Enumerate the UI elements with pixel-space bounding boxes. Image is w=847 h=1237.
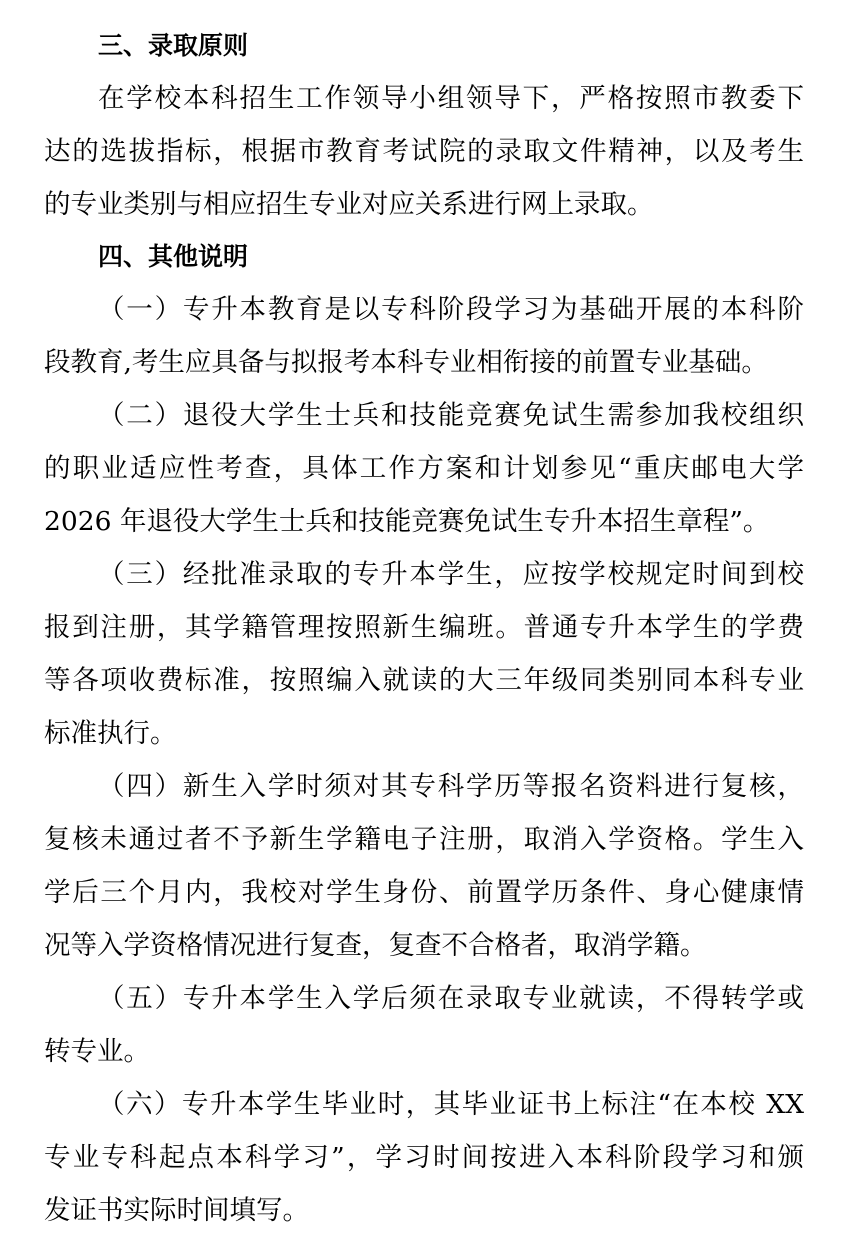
paragraph-line: 2026 年退役大学生士兵和技能竞赛免试生专升本招生章程”。 (44, 506, 770, 537)
paragraph-line: 况等入学资格情况进行复查，复查不合格者，取消学籍。 (44, 930, 707, 961)
paragraph-line: 段教育,考生应具备与拟报考本科专业相衔接的前置专业基础。 (44, 347, 768, 378)
paragraph-line: 发证书实际时间填写。 (44, 1195, 309, 1226)
paragraph-line: （六）专升本学生毕业时，其毕业证书上标注“在本校 XX (98, 1089, 804, 1120)
paragraph-line: （一）专升本教育是以专科阶段学习为基础开展的本科阶 (98, 294, 804, 325)
paragraph-line: （二）退役大学生士兵和技能竞赛免试生需参加我校组织 (98, 400, 804, 431)
paragraph-line: 复核未通过者不予新生学籍电子注册，取消入学资格。学生入 (44, 824, 804, 855)
section-heading-admission-principles: 三、录取原则 (98, 31, 249, 60)
paragraph-line: 标准执行。 (44, 718, 177, 749)
paragraph-line: 在学校本科招生工作领导小组领导下，严格按照市教委下 (98, 83, 804, 114)
paragraph-line: 专业专科起点本科学习”，学习时间按进入本科阶段学习和颁 (44, 1142, 804, 1173)
paragraph-line: 达的选拔指标，根据市教育考试院的录取文件精神，以及考生 (44, 136, 804, 167)
paragraph-line: 学后三个月内，我校对学生身份、前置学历条件、身心健康情 (44, 877, 804, 908)
paragraph-line: 等各项收费标准，按照编入就读的大三年级同类别同本科专业 (44, 665, 804, 696)
paragraph-line: （四）新生入学时须对其专科学历等报名资料进行复核， (98, 771, 804, 802)
paragraph-line: 转专业。 (44, 1036, 150, 1067)
paragraph-line: 的职业适应性考查，具体工作方案和计划参见“重庆邮电大学 (44, 453, 804, 484)
paragraph-line: （五）专升本学生入学后须在录取专业就读，不得转学或 (98, 983, 804, 1014)
paragraph-line: 的专业类别与相应招生专业对应关系进行网上录取。 (44, 189, 654, 220)
paragraph-line: （三）经批准录取的专升本学生，应按学校规定时间到校 (98, 559, 804, 590)
section-heading-other-notes: 四、其他说明 (98, 242, 249, 271)
paragraph-line: 报到注册，其学籍管理按照新生编班。普通专升本学生的学费 (44, 612, 804, 643)
